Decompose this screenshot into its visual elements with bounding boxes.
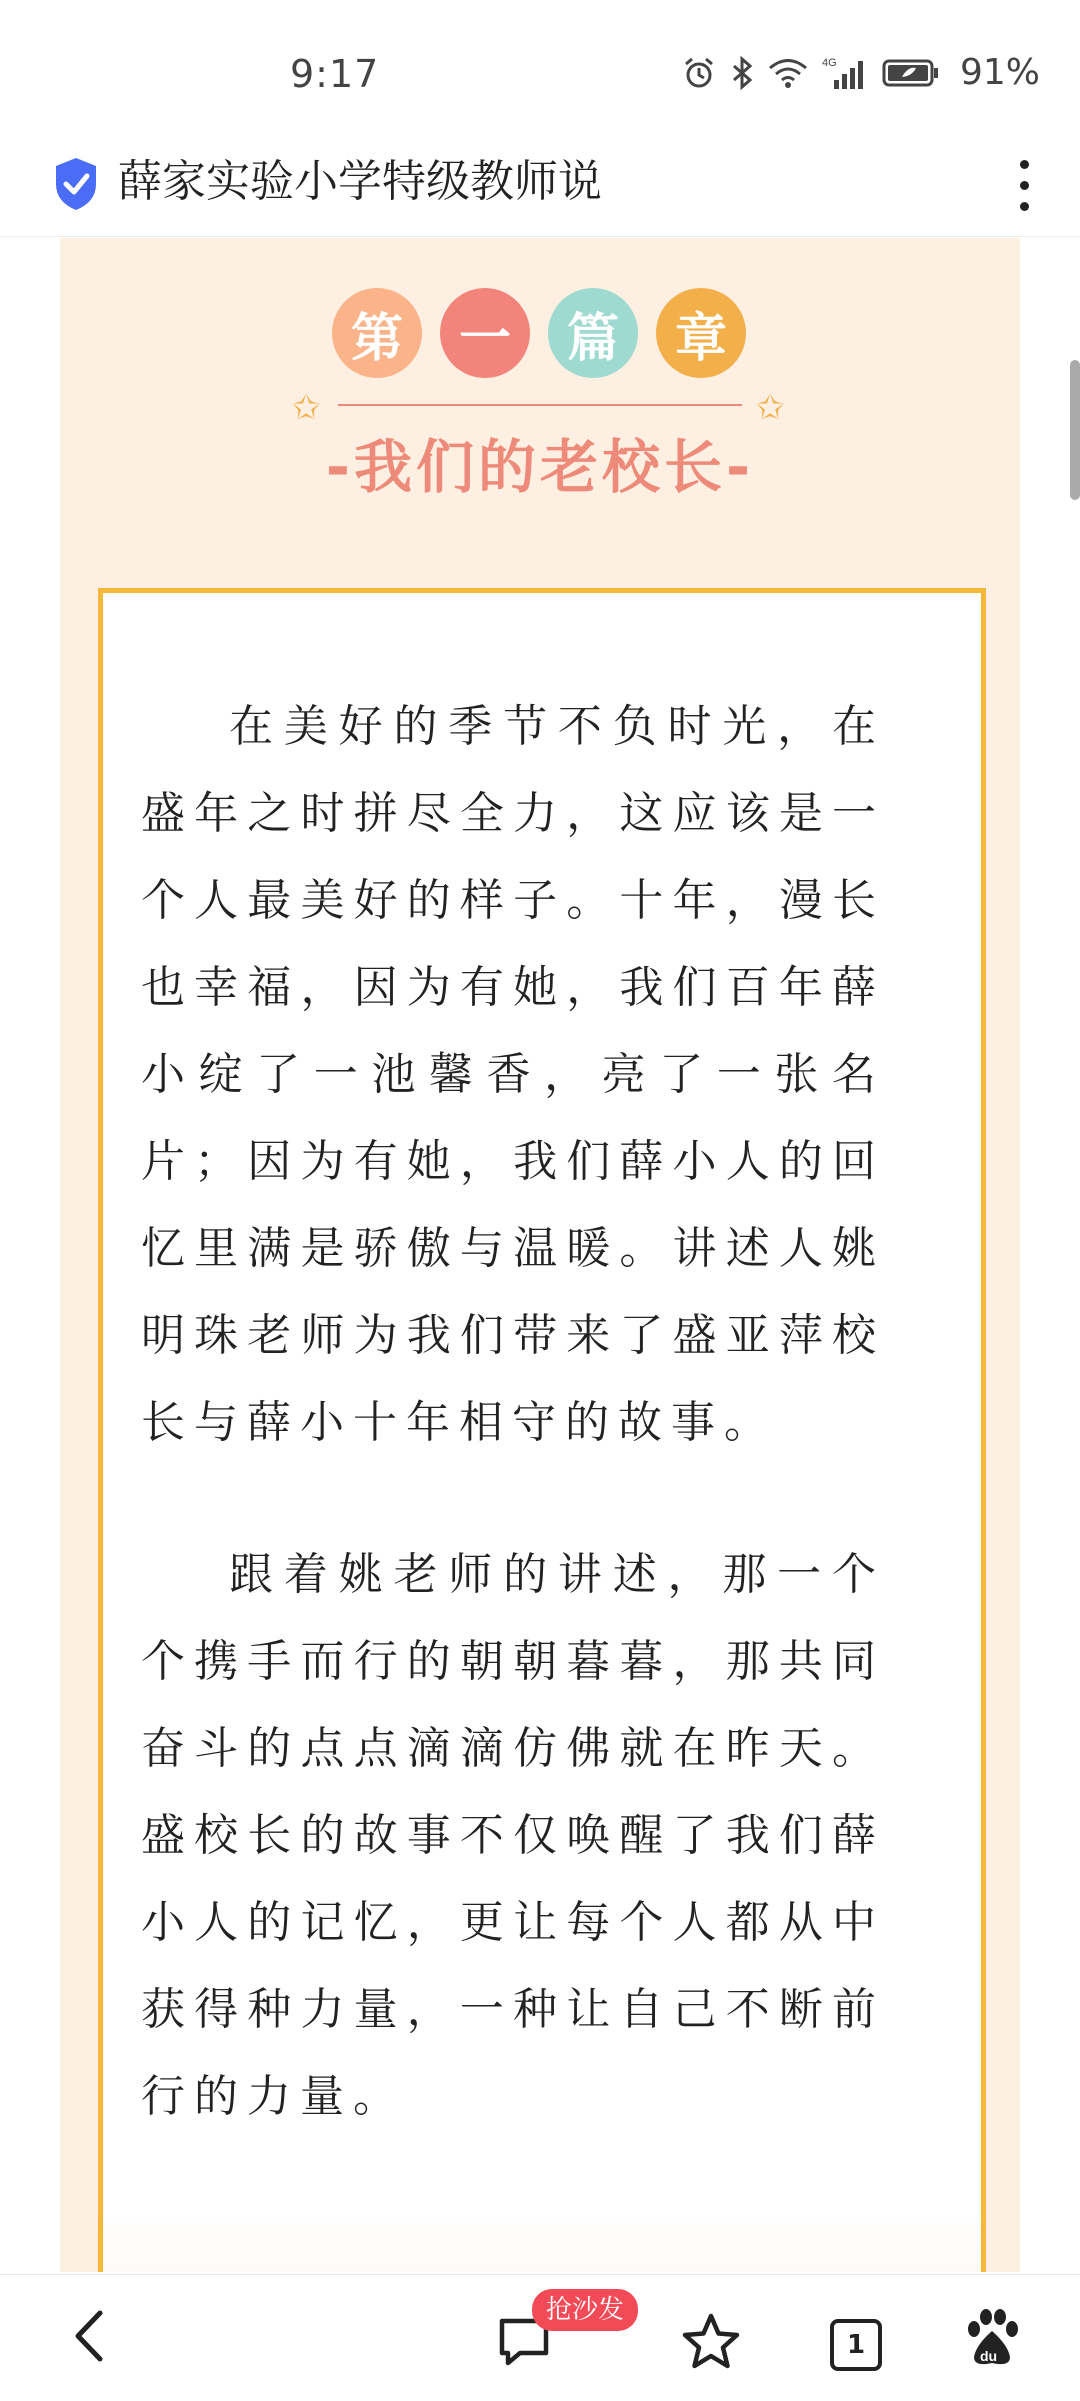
chapter-char-4: 章 [656,288,746,378]
back-arrow-icon[interactable] [64,2301,114,2375]
tabs-count[interactable]: 1 [830,2319,882,2371]
alarm-icon [682,56,716,90]
svg-text:4G: 4G [821,56,837,69]
battery-percent: 91% [959,52,1040,93]
chapter-heading [332,288,746,378]
wifi-icon [768,57,808,89]
status-icons [682,52,1040,93]
star-icon[interactable] [680,2311,742,2377]
chapter-char-1: 第 [332,288,422,378]
article-content [60,238,1020,2272]
status-bar [0,0,1080,140]
text-frame [98,588,986,2272]
bluetooth-icon [730,56,754,90]
4g-signal-icon [822,56,868,90]
star-decoration-icon: ✩ [756,388,785,428]
star-decoration-icon: ✩ [292,388,321,428]
page-title: 薛家实验小学特级教师说 [118,156,602,207]
battery-icon [882,58,940,88]
svg-text:du: du [980,2348,998,2364]
article-paragraph: 跟着姚老师的讲述，那一个个携手而行的朝朝暮暮，那共同奋斗的点点滴滴仿佛就在昨天。盛校长的故事不仅唤醒了我们薛小人的记忆，更让每个人都从中获得种力量，一种让自己不断前行的力量。 [141,1549,885,2122]
status-time: 9:17 [290,52,380,96]
more-vertical-icon[interactable] [1004,150,1044,220]
chapter-char-3: 篇 [548,288,638,378]
scrollbar[interactable] [1070,360,1080,500]
bottom-nav [0,2274,1080,2401]
divider-line [338,404,742,406]
title-bar [0,140,1080,237]
article-paragraph: 在美好的季节不负时光，在盛年之时拼尽全力，这应该是一个人最美好的样子。十年，漫长也幸福，因为有她，我们百年薛小绽了一池馨香，亮了一张名片；因为有她，我们薛小人的回忆里满是骄傲与温暖。讲述人姚明珠老师为我们带来了盛亚萍校长与薛小十年相守的故事。 [141,701,885,1448]
floral-decoration [103,2213,981,2272]
baidu-paw-icon[interactable] [962,2307,1022,2373]
article-subtitle: -我们的老校长- [325,433,755,501]
chapter-char-2: 一 [440,288,530,378]
shield-check-icon [52,156,100,212]
comment-badge[interactable]: 抢沙发 [532,2289,638,2331]
